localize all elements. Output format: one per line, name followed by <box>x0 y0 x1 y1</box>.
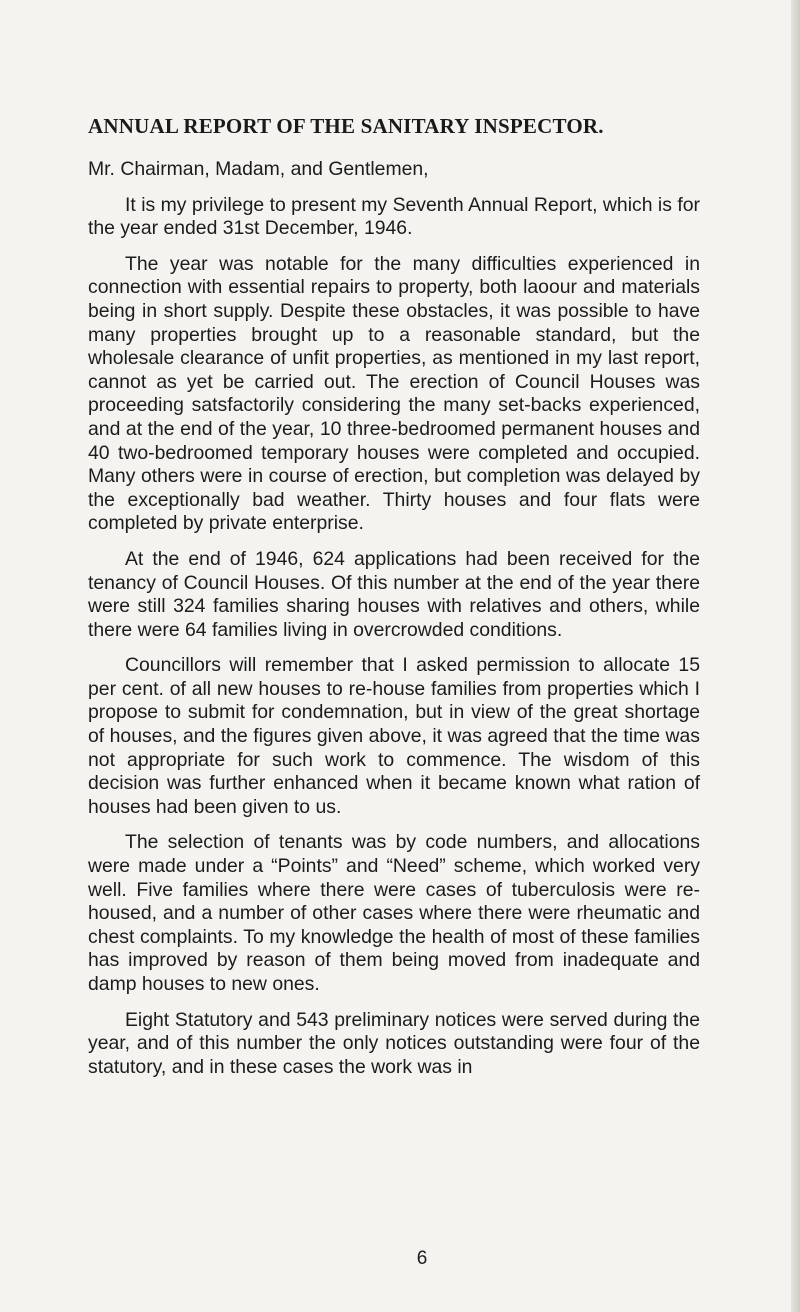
salutation: Mr. Chairman, Madam, and Gentlemen, <box>88 158 429 180</box>
paragraph-intro: It is my privilege to present my Seventh Annual Report, which is for the year ended 31st December, 1946. <box>88 193 700 240</box>
page-edge-shadow <box>791 0 800 1312</box>
paragraph-allocation: Councillors will remember that I asked permission to allocate 15 per cent. of all new houses to re-house families from properties which I propose to submit for condemnation, but in view of the great shortage of houses, and the figures given above, it was agreed that the time was not appropriate for such work to commence. The wisdom of this decision was further enhanced when it became known what ration of houses had been given to us. <box>88 654 700 818</box>
paragraph-repairs: The year was notable for the many difficulties experienced in connection with essential repairs to property, both laoour and materials being in short supply. Despite these obstacles, it was possible to have many properties brought up to a reasonable standard, but the wholesale clearance of unfit properties, as mentioned in my last report, cannot as yet be carried out. The erection of Council Houses was proceeding satsfactorily considering the many set-backs experienced, and at the end of the year, 10 three-bedroomed permanent houses and 40 two-bedroomed temporary houses were completed and occupied. Many others were in course of erection, but completion was delayed by the exceptionally bad weather. Thirty houses and four flats were completed by private enterprise. <box>88 252 700 535</box>
report-body <box>88 158 700 1079</box>
paragraph-applications: At the end of 1946, 624 applications had been received for the tenancy of Council Houses. Of this number at the end of the year there were still 324 families sharing houses with relatives and others, while there were 64 families living in overcrowded conditions. <box>88 547 700 641</box>
paragraph-selection: The selection of tenants was by code numbers, and allocations were made under a “Points” and “Need” scheme, which worked very well. Five families where there were cases of tuberculosis were re-housed, and a number of other cases where there were rheumatic and chest complaints. To my knowledge the health of most of these families has improved by reason of them being moved from inadequate and damp houses to new ones. <box>88 831 700 995</box>
report-title: ANNUAL REPORT OF THE SANITARY INSPECTOR. <box>88 114 604 138</box>
paragraph-notices: Eight Statutory and 543 preliminary notices were served during the year, and of this number the only notices outstanding were four of the statutory, and in these cases the work was in <box>88 1008 700 1078</box>
page-number: 6 <box>416 1248 428 1269</box>
